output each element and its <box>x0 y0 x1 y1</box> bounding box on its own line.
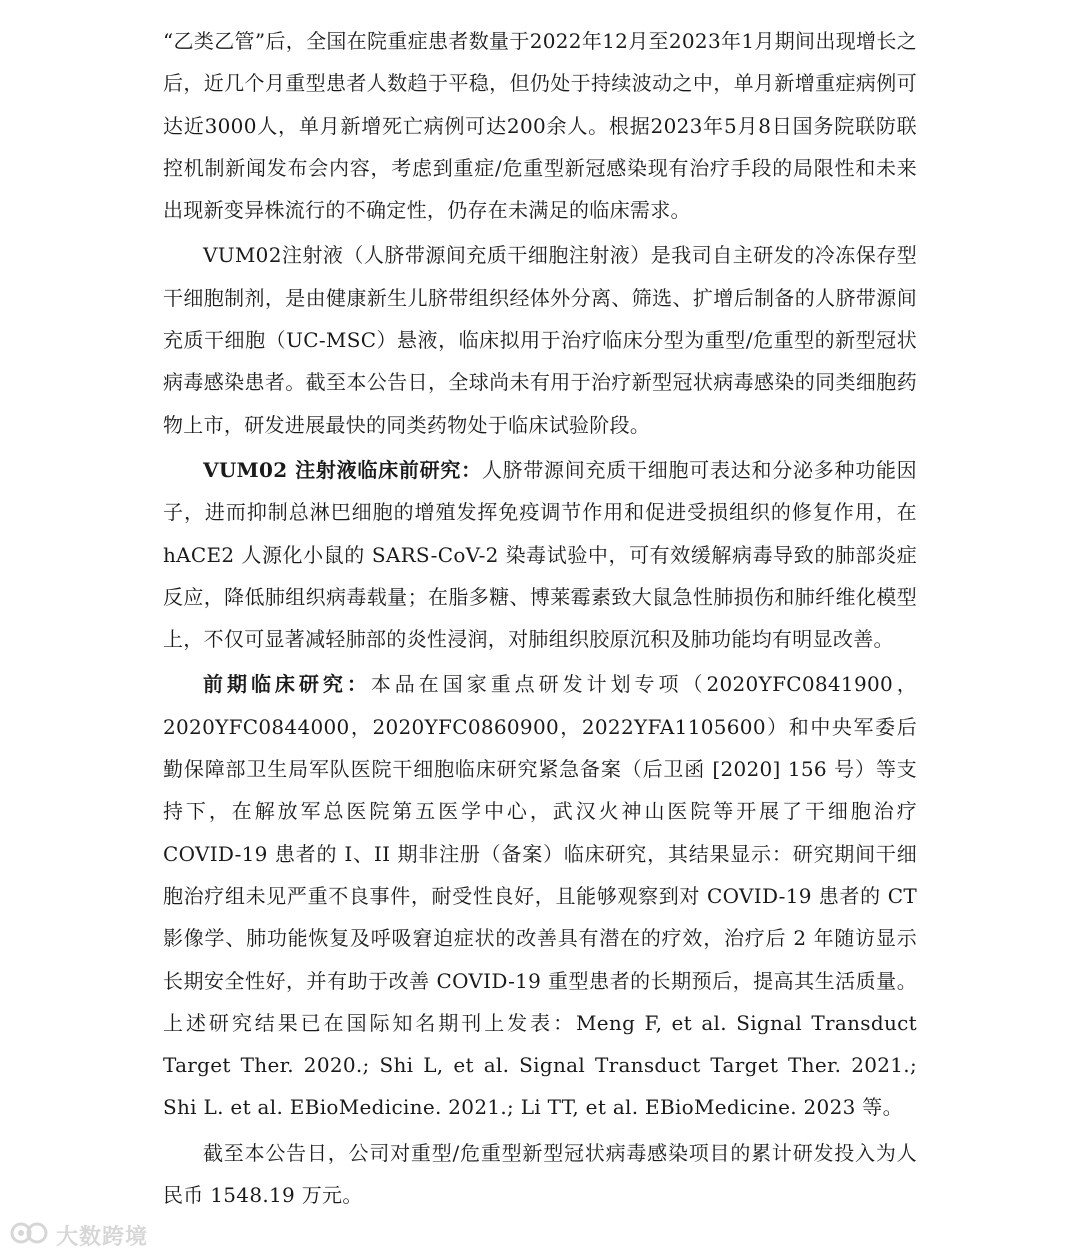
paragraph-3-text: 人脐带源间充质干细胞可表达和分泌多种功能因子，进而抑制总淋巴细胞的增殖发挥免疫调节作用和促进受损组织的修复作用，在 hACE2 人源化小鼠的 SARS-CoV-2 染毒试验中，可有效缓解病毒导致的肺部炎症反应，降低肺组织病毒载量；在脂多糖、博莱霉素致大鼠急性肺损伤和肺纤维化模型上，不仅可显著减轻肺部的炎性浸润，对肺组织胶原沉积及肺功能均有明显改善。 <box>163 457 917 652</box>
document-body <box>163 20 917 1219</box>
paragraph-5 <box>163 1132 917 1217</box>
paragraph-3 <box>163 449 917 660</box>
paragraph-4 <box>163 663 917 1128</box>
paragraph-3-heading: VUM02 注射液临床前研究： <box>203 457 482 482</box>
watermark-text: 大数跨境 <box>56 1224 149 1250</box>
watermark <box>10 1218 148 1252</box>
paragraph-2-text: VUM02注射液（人脐带源间充质干细胞注射液）是我司自主研发的冷冻保存型干细胞制剂，是由健康新生儿脐带组织经体外分离、筛选、扩增后制备的人脐带源间充质干细胞（UC-MSC）悬液，临床拟用于治疗临床分型为重型/危重型的新型冠状病毒感染患者。截至本公告日，全球尚未有用于治疗新型冠状病毒感染的同类细胞药物上市，研发进展最快的同类药物处于临床试验阶段。 <box>163 243 917 437</box>
paragraph-1-text: “乙类乙管”后，全国在院重症患者数量于2022年12月至2023年1月期间出现增长之后，近几个月重型患者人数趋于平稳，但仍处于持续波动之中，单月新增重症病例可达近3000人，单月新增死亡病例可达200余人。根据2023年5月8日国务院联防联控机制新闻发布会内容，考虑到重症/危重型新冠感染现有治疗手段的局限性和未来出现新变异株流行的不确定性，仍存在未满足的临床需求。 <box>163 29 917 223</box>
paragraph-2 <box>163 234 917 445</box>
paragraph-1 <box>163 20 917 231</box>
paragraph-5-text: 截至本公告日，公司对重型/危重型新型冠状病毒感染项目的累计研发投入为人民币 1548.19 万元。 <box>163 1140 917 1208</box>
paragraph-4-text: 本品在国家重点研发计划专项（2020YFC0841900，2020YFC0844000，2020YFC0860900，2022YFA1105600）和中央军委后勤保障部卫生局军队医院干细胞临床研究紧急备案（后卫函 [2020] 156 号）等支持下，在解放军总医院第五医学中心，武汉火神山医院等开展了干细胞治疗 COVID-19 患者的 I、II 期非注册（备案）临床研究，其结果显示：研究期间干细胞治疗组未见严重不良事件，耐受性良好，且能够观察到对 COVID-19 患者的 CT 影像学、肺功能恢复及呼吸窘迫症状的改善具有潜在的疗效，治疗后 2 年随访显示长期安全性好，并有助于改善 COVID-19 重型患者的长期预后，提高其生活质量。上述研究结果已在国际知名期刊上发表：Meng F, et al. Signal Transduct Target Ther. 2020.; Shi L, et al. Signal Transduct Target Ther. 2021.; Shi L. et al. EBioMedicine. 2021.; Li TT, et al. EBioMedicine. 2023 等。 <box>163 672 917 1120</box>
logo-icon <box>10 1218 50 1252</box>
paragraph-4-heading: 前期临床研究： <box>203 672 371 697</box>
